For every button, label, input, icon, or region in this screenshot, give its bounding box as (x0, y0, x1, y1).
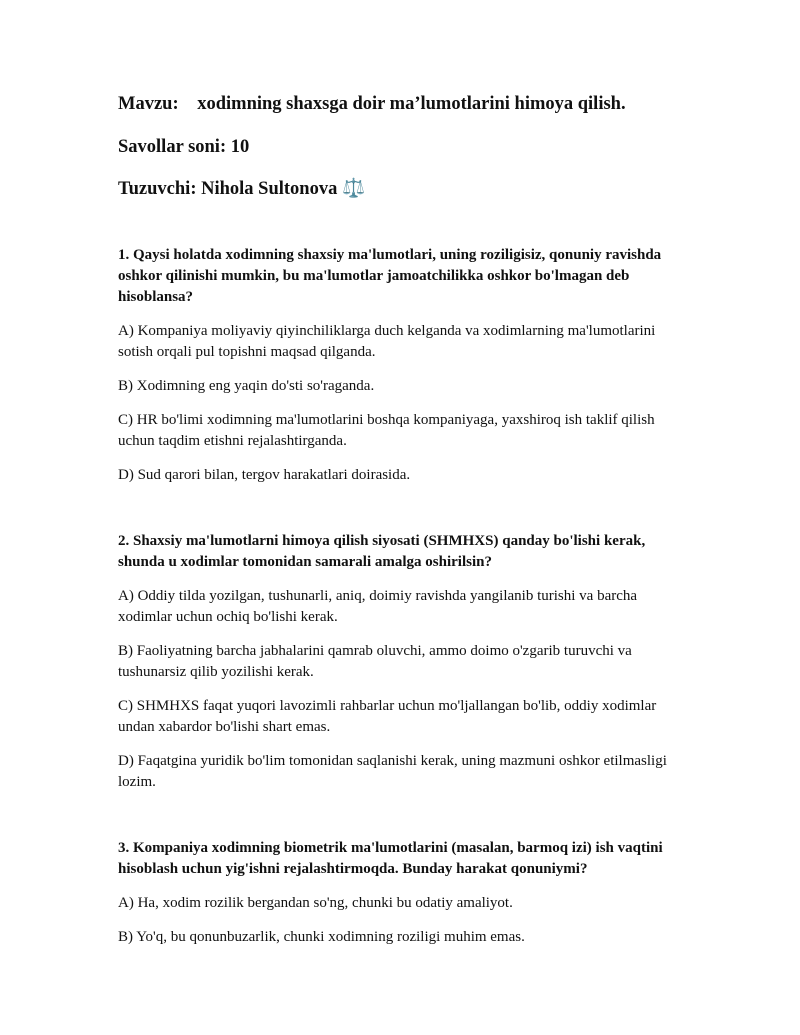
question-3-option-a: A) Ha, xodim rozilik bergandan so'ng, chunki bu odatiy amaliyot. (118, 894, 513, 911)
question-2-option-c: C) SHMHXS faqat yuqori lavozimli rahbarlar uchun mo'ljallangan bo'lib, oddiy xodimlar undan xabardor bo'lishi shart emas. (118, 697, 657, 735)
question-2-option-d: D) Faqatgina yuridik bo'lim tomonidan saqlanishi kerak, uning mazmuni oshkor etilmasligi lozim. (118, 752, 667, 790)
question-1-option-b: B) Xodimning eng yaqin do'sti so'raganda. (118, 377, 375, 394)
question-2 (118, 531, 682, 793)
author-line: Tuzuvchi: Nihola Sultonova ⚖️ (118, 179, 365, 200)
question-1-title: 1. Qaysi holatda xodimning shaxsiy ma'lumotlari, uning roziligisiz, qonuniy ravishda oshkor qilinishi mumkin, bu ma'lumotlar jamoatchilikka oshkor bo'lmagan deb hisoblansa? (118, 246, 662, 305)
question-1-option-a: A) Kompaniya moliyaviy qiyinchiliklarga duch kelganda va xodimlarning ma'lumotlarini sotish orqali pul topishni maqsad qilganda. (118, 322, 656, 360)
question-3-title: 3. Kompaniya xodimning biometrik ma'lumotlarini (masalan, barmoq izi) ish vaqtini hisoblash uchun yig'ishni rejalashtirmoqda. Bunday harakat qonuniymi? (118, 839, 663, 877)
topic-heading (118, 0, 682, 115)
question-2-title: 2. Shaxsiy ma'lumotlarni himoya qilish siyosati (SHMHXS) qanday bo'lishi kerak, shunda u xodimlar tomonidan samarali amalga oshirilsin? (118, 532, 646, 570)
question-3 (118, 838, 682, 948)
question-2-option-b: B) Faoliyatning barcha jabhalarini qamrab oluvchi, ammo doimo o'zgarib turuvchi va tushunarsiz qilib yozilishi kerak. (118, 642, 632, 680)
topic-text: xodimning shaxsga doir ma’lumotlarini himoya qilish. (197, 94, 626, 114)
question-1-option-c: C) HR bo'limi xodimning ma'lumotlarini boshqa kompaniyaga, yaxshiroq ish taklif qilish uchun taqdim etishni rejalashtirganda. (118, 411, 655, 449)
question-1 (118, 245, 682, 486)
topic-label: Mavzu: (118, 94, 179, 114)
question-3-option-b: B) Yo'q, bu qonunbuzarlik, chunki xodimning roziligi muhim emas. (118, 928, 525, 945)
question-1-option-d: D) Sud qarori bilan, tergov harakatlari doirasida. (118, 466, 411, 483)
question-count: Savollar soni: 10 (118, 137, 250, 158)
question-2-option-a: A) Oddiy tilda yozilgan, tushunarli, aniq, doimiy ravishda yangilanib turishi va barcha xodimlar uchun ochiq bo'lishi kerak. (118, 587, 638, 625)
